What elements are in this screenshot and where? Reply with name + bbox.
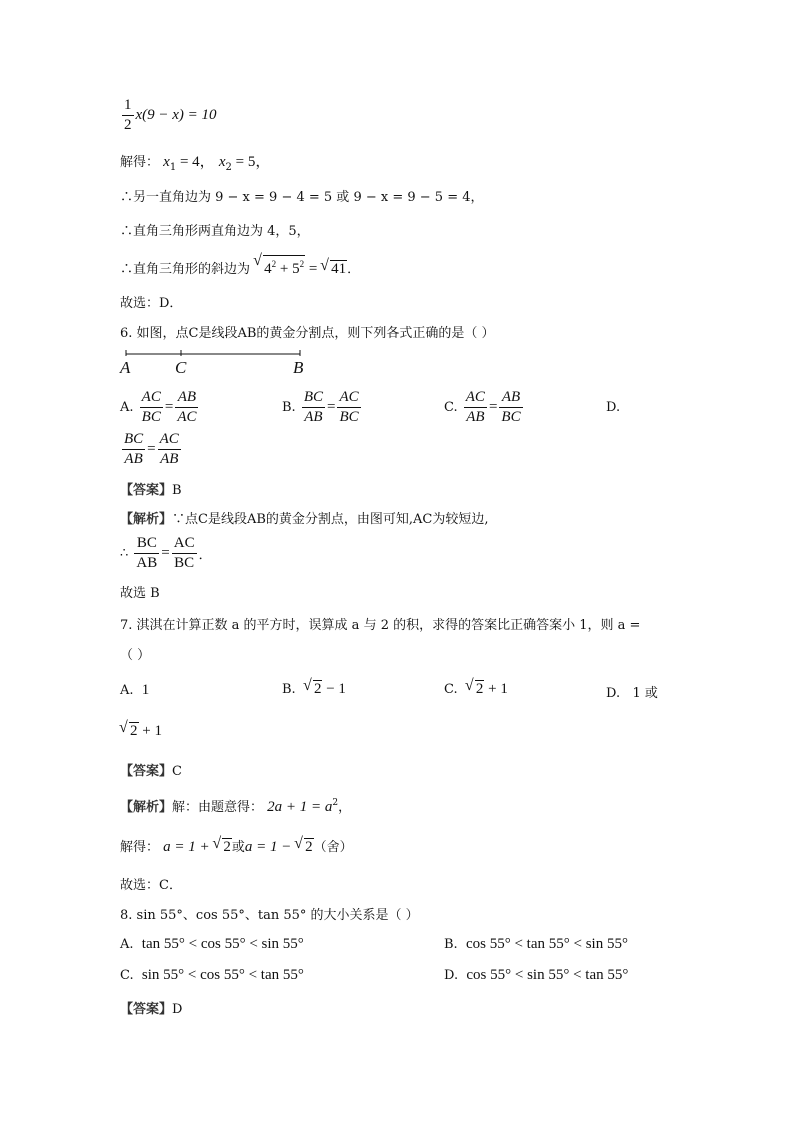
answer-tag: 【答案】 bbox=[120, 1002, 173, 1017]
q7-answer bbox=[120, 760, 182, 779]
q6-option-a: A. $\frac{AC}{BC}$ = $\frac{AB}{AC}$ bbox=[120, 389, 197, 425]
q6-answer bbox=[120, 479, 182, 498]
prev-solve-line bbox=[120, 150, 270, 173]
q8-option-d: D. cos 55° < sin 55° < tan 55° bbox=[444, 967, 629, 983]
x1-value: = 4， bbox=[176, 154, 215, 170]
hyp-text: ∴直角三角形的斜边为 bbox=[120, 262, 255, 277]
analysis-equation: 2a + 1 = a bbox=[267, 799, 333, 815]
q7-solution: 解得： a = 1 + √ 2或a = 1 − √ 2（舍） bbox=[120, 836, 353, 856]
prev-choose: 故选：D． bbox=[120, 296, 183, 311]
hyp-plus: + 5 bbox=[276, 261, 300, 277]
q7-option-b: B. √ 2 − 1 bbox=[282, 680, 346, 698]
q7-stem: 7. 淇淇在计算正数 a 的平方时，误算成 a 与 2 的积，求得的答案比正确答案小 1，则 a = bbox=[120, 618, 641, 633]
hyp-radical-41: √ 41 bbox=[321, 260, 347, 278]
answer-value: B bbox=[172, 483, 182, 498]
answer-tag: 【答案】 bbox=[120, 764, 173, 779]
hyp-sup-2: 2 bbox=[299, 259, 305, 269]
q6-option-c: C. $\frac{AC}{AB}$ = $\frac{AB}{BC}$ bbox=[444, 389, 521, 425]
prev-legs-line: ∴直角三角形两直角边为 4，5， bbox=[120, 224, 310, 239]
x1-var: x bbox=[163, 154, 170, 170]
q6-choose: 故选 B bbox=[120, 586, 160, 601]
frac-denominator: 2 bbox=[124, 117, 132, 133]
point-label-b: B bbox=[293, 358, 304, 377]
q8-option-b: B. cos 55° < tan 55° < sin 55° bbox=[444, 936, 628, 952]
x2-sub: 2 bbox=[225, 162, 232, 173]
hyp-sup-1: 2 bbox=[271, 259, 277, 269]
q8-stem: 8. sin 55°、cos 55°、tan 55° 的大小关系是（ ） bbox=[120, 908, 419, 923]
q7-option-d: D. 1 或 bbox=[606, 686, 658, 701]
solve-label: 解得： bbox=[120, 155, 160, 170]
hyp-eq: = bbox=[305, 261, 322, 277]
answer-value: C bbox=[172, 764, 182, 779]
q7-option-d-cont: √ 2 + 1 bbox=[120, 722, 162, 740]
q7-choose: 故选：C． bbox=[120, 878, 182, 893]
hyp-rad-a: 4 bbox=[264, 261, 272, 277]
answer-value: D bbox=[172, 1002, 183, 1017]
analysis-tag: 【解析】 bbox=[120, 800, 173, 815]
q8-option-a: A. tan 55° < cos 55° < sin 55° bbox=[120, 936, 304, 952]
analysis-text: ∵点C是线段AB的黄金分割点，由图可知,AC为较短边, bbox=[172, 512, 489, 527]
q6-option-d-letter: D. bbox=[606, 400, 621, 415]
analysis-text: 解：由题意得： bbox=[172, 800, 264, 815]
x2-var: x bbox=[218, 154, 226, 170]
solve-label: 解得： bbox=[120, 840, 160, 855]
q7-analysis: 【解析】解：由题意得： $2a + 1 = a^2$， bbox=[120, 798, 352, 815]
prev-equation bbox=[120, 96, 217, 135]
q6-result: ∴ $\frac{BC}{AB}$ = $\frac{AC}{BC}$ ． bbox=[120, 535, 212, 571]
prev-leg-line: ∴另一直角边为 9 − x = 9 − 4 = 5 或 9 − x = 9 − 5 = 4， bbox=[120, 190, 484, 205]
q8-option-c: C. sin 55° < cos 55° < tan 55° bbox=[120, 967, 304, 983]
x1-sub: 1 bbox=[169, 162, 177, 173]
q6-stem: 6. 如图，点C是线段AB的黄金分割点，则下列各式正确的是（ ） bbox=[120, 326, 495, 341]
option-letter: C. bbox=[444, 400, 458, 415]
q6-segment-figure bbox=[120, 348, 310, 378]
hyp-radical bbox=[254, 255, 305, 278]
analysis-tag: 【解析】 bbox=[120, 512, 173, 527]
option-letter: B. bbox=[282, 400, 296, 415]
equation-body: x(9 − x) = 10 bbox=[135, 107, 217, 123]
q7-option-a: A. 1 bbox=[120, 682, 150, 698]
option-letter: A. bbox=[120, 400, 134, 415]
q6-option-b: B. $\frac{BC}{AB}$ = $\frac{AC}{BC}$ bbox=[282, 389, 359, 425]
prev-hypotenuse-line bbox=[120, 255, 360, 278]
frac-numerator: 1 bbox=[122, 96, 134, 116]
hyp-end: ． bbox=[347, 262, 361, 277]
answer-tag: 【答案】 bbox=[120, 483, 173, 498]
q7-paren: （ ） bbox=[120, 648, 151, 663]
q8-answer bbox=[120, 998, 182, 1017]
point-label-a: A bbox=[120, 358, 131, 377]
point-label-c: C bbox=[175, 358, 187, 377]
therefore-symbol: ∴ bbox=[120, 546, 129, 561]
q6-option-d: $\frac{BC}{AB}$ = $\frac{AC}{AB}$ bbox=[124, 431, 179, 467]
x2-value: = 5， bbox=[231, 154, 271, 170]
q7-option-c: C. √ 2 + 1 bbox=[444, 680, 508, 698]
analysis-sup: 2 bbox=[332, 798, 339, 808]
q6-analysis bbox=[120, 508, 489, 527]
